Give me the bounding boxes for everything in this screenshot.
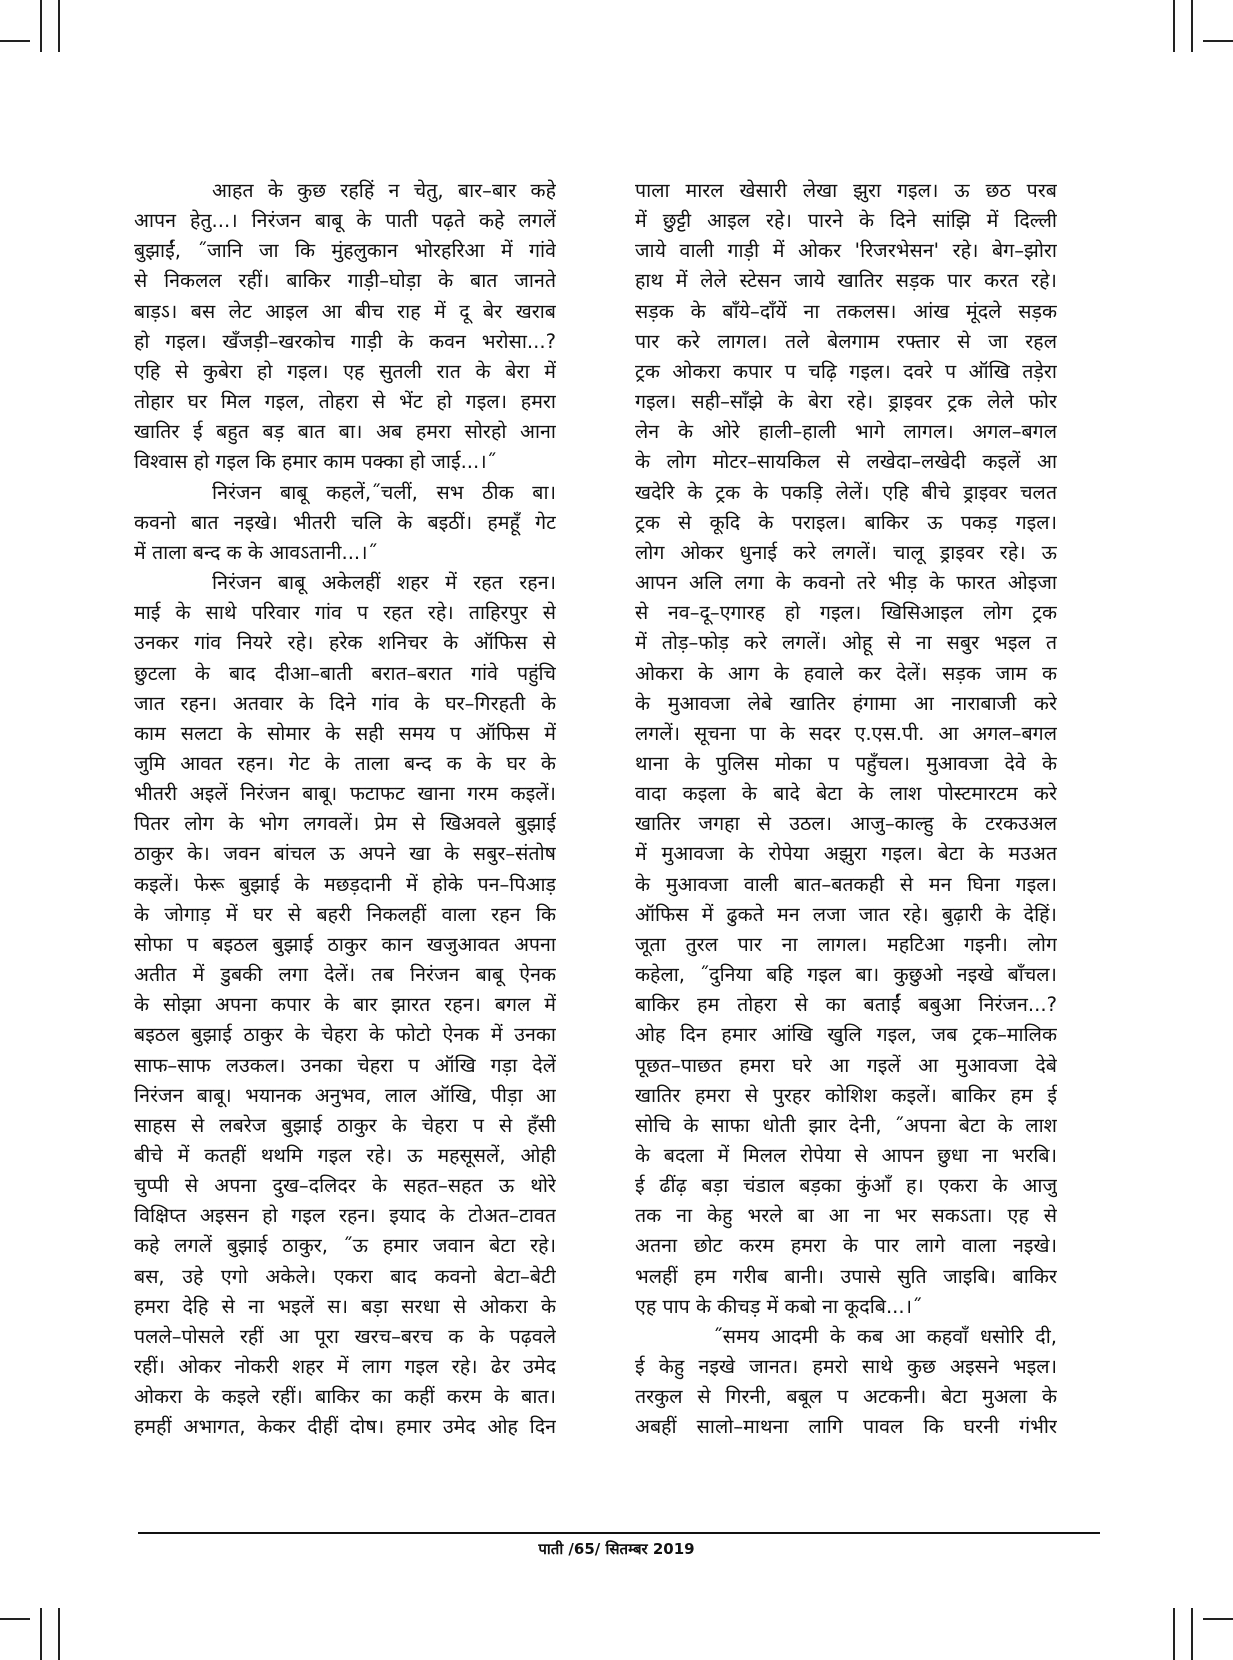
crop-mark — [1191, 1608, 1193, 1660]
text-line: के मुआवजा लेबे खातिर हंगामा आ नाराबाजी करे — [635, 691, 1057, 715]
text-line: छुटला के बाद दीआ–बाती बरात–बरात गांवे पहुंचि — [134, 661, 556, 685]
text-line: सड़क के बाँये–दाँयें ना तकलस। आंख मूंदले सड़क — [635, 299, 1057, 323]
text-line: के बदला में मिलल रोपेया से आपन छुधा ना भरबि। — [635, 1144, 1057, 1167]
crop-mark — [40, 1608, 42, 1660]
text-line: में मुआवजा के रोपेया अझुरा गइल। बेटा के मउअत — [635, 842, 1057, 866]
text-line: अबहीं सालो–माथना लागि पावल कि घरनी गंभीर — [635, 1415, 1057, 1439]
text-line: जूता तुरल पार ना लागल। महटिआ गइनी। लोग — [635, 932, 1057, 956]
text-line: एह पाप के कीचड़ में कबो ना कूदबि...।˝ — [635, 1294, 922, 1318]
text-line: से नव–दू–एगारह हो गइल। खिसिआइल लोग ट्रक — [635, 601, 1057, 625]
text-line: अतना छोट करम हमरा के पार लागे वाला नइखे। — [635, 1234, 1057, 1258]
text-line: आहत के कुछ रहहिं न चेतु, बार–बार कहे — [212, 179, 556, 202]
crop-mark — [0, 1618, 30, 1620]
text-line: आपन अलि लगा के कवनो तरे भीड़ के फारत ओइजा — [635, 571, 1057, 595]
text-line: बाड़ऽ। बस लेट आइल आ बीच राह में दू बेर खराब — [134, 299, 556, 323]
text-line: ˝समय आदमी के कब आ कहवाँ धसोरि दी, — [713, 1324, 1057, 1348]
text-line: के लोग मोटर–सायकिल से लखेदा–लखेदी कइलें आ — [635, 450, 1057, 474]
text-line: साहस से लबरेज बुझाई ठाकुर के चेहरा प से हँसी — [134, 1113, 556, 1137]
text-line: तरकुल से गिरनी, बबूल प अटकनी। बेटा मुअला के — [635, 1385, 1057, 1409]
text-line: के सोझा अपना कपार के बार झारत रहन। बगल में — [134, 993, 556, 1017]
crop-mark — [0, 40, 30, 42]
text-line: थाना के पुलिस मोका प पहुँचल। मुआवजा देवे के — [635, 751, 1057, 775]
text-line: ओकरा के आग के हवाले कर देलें। सड़क जाम क — [635, 661, 1057, 685]
text-line: ठाकुर के। जवन बांचल ऊ अपने खा के सबुर–संतोष — [134, 842, 556, 866]
text-line: उनकर गांव नियरे रहे। हरेक शनिचर के ऑफिस से — [134, 631, 556, 655]
text-line: पूछत–पाछत हमरा घरे आ गइलें आ मुआवजा देबे — [635, 1053, 1057, 1077]
text-line: हमहीं अभागत, केकर दीहीं दोष। हमार उमेद ओह दिन — [134, 1415, 556, 1439]
page-footer: पाती /65/ सितम्बर 2019 — [538, 1540, 695, 1558]
text-line: विश्वास हो गइल कि हमार काम पक्का हो जाई...।˝ — [134, 450, 497, 474]
text-line: वादा कइला के बादे बेटा के लाश पोस्टमारटम करे — [635, 782, 1057, 806]
text-line: गइल। सही–साँझे के बेरा रहे। ड्राइवर ट्रक लेले फोर — [635, 390, 1057, 414]
text-line: बाकिर हम तोहरा से का बताईं बबुआ निरंजन...? — [635, 993, 1057, 1017]
text-line: चुप्पी से अपना दुख–दलिदर के सहत–सहत ऊ थोरे — [134, 1174, 556, 1198]
text-line: भीतरी अइलें निरंजन बाबू। फटाफट खाना गरम कइलें। — [134, 782, 556, 806]
text-line: ऑफिस में ढुकते मन लजा जात रहे। बुढ़ारी के देहिं। — [635, 902, 1057, 926]
text-line: माई के साथे परिवार गांव प रहत रहे। ताहिरपुर से — [134, 601, 556, 625]
text-line: में छुट्टी आइल रहे। पारने के दिने सांझि में दिल्ली — [635, 209, 1057, 233]
text-line: निरंजन बाबू अकेलहीं शहर में रहत रहन। — [212, 571, 556, 595]
text-line: तक ना केहु भरले बा आ ना भर सकऽता। एह से — [635, 1204, 1057, 1228]
text-line: पाला मारल खेसारी लेखा झुरा गइल। ऊ छठ परब — [635, 179, 1057, 202]
text-line: सोफा प बइठल बुझाई ठाकुर कान खजुआवत अपना — [134, 932, 556, 956]
text-line: कइलें। फेरू बुझाई के मछड़दानी में होके पन–पिआड़ — [134, 872, 556, 896]
crop-mark — [58, 0, 60, 52]
text-line: से निकलल रहीं। बाकिर गाड़ी–घोड़ा के बात जानते — [134, 269, 556, 293]
text-line: जाये वाली गाड़ी में ओकर 'रिजरभेसन' रहे। बेग–झोरा — [635, 239, 1057, 263]
text-column-right — [635, 176, 1057, 1443]
crop-mark — [1203, 40, 1233, 42]
text-line: बीचे में कतहीं थथमि गइल रहे। ऊ महसूसलें, ओही — [134, 1144, 556, 1167]
text-line: एहि से कुबेरा हो गइल। एह सुतली रात के बेरा में — [134, 359, 556, 383]
text-line: कहेला, ˝दुनिया बहि गइल बा। कुछुओ नइखे बाँचल। — [635, 963, 1057, 987]
text-line: कहे लगलें बुझाई ठाकुर, ˝ऊ हमार जवान बेटा रहे। — [134, 1234, 556, 1258]
crop-mark — [1191, 0, 1193, 52]
text-line: ट्रक से कूदि के पराइल। बाकिर ऊ पकड़ गइल। — [635, 510, 1057, 534]
text-line: अतीत में डुबकी लगा देलें। तब निरंजन बाबू ऐनक — [134, 963, 556, 987]
text-line: में तोड़–फोड़ करे लगलें। ओहू से ना सबुर भइल त — [635, 631, 1057, 655]
text-line: खदेरि के ट्रक के पकड़ि लेलें। एहि बीचे ड्राइवर चलत — [635, 480, 1057, 504]
text-line: ओकरा के कइले रहीं। बाकिर का कहीं करम के बात। — [134, 1385, 556, 1409]
text-line: पार करे लागल। तले बेलगाम रफ्तार से जा रहल — [635, 329, 1057, 353]
text-line: सोचि के साफा धोती झार देनी, ˝अपना बेटा के लाश — [635, 1113, 1057, 1137]
text-line: के जोगाड़ में घर से बहरी निकलहीं वाला रहन कि — [134, 902, 556, 926]
text-line: खातिर ई बहुत बड़ बात बा। अब हमरा सोरहो आना — [134, 420, 556, 444]
text-line: ओह दिन हमार आंखि खुलि गइल, जब ट्रक–मालिक — [635, 1023, 1057, 1047]
crop-mark — [1203, 1618, 1233, 1620]
text-line: रहीं। ओकर नोकरी शहर में लाग गइल रहे। ढेर उमेद — [134, 1355, 556, 1379]
text-line: ट्रक ओकरा कपार प चढ़ि गइल। दवरे प ऑखि तड़ेरा — [635, 359, 1057, 383]
text-line: ई ढींढ़ बड़ा चंडाल बड़का कुंआँ ह। एकरा के आजु — [635, 1174, 1057, 1198]
text-line: आपन हेतु...। निरंजन बाबू के पाती पढ़ते कहे लगलें — [134, 209, 556, 233]
text-line: बस, उहे एगो अकेले। एकरा बाद कवनो बेटा–बेटी — [134, 1264, 556, 1288]
crop-mark — [1173, 1608, 1175, 1660]
text-line: पितर लोग के भोग लगवलें। प्रेम से खिअवले बुझाई — [134, 812, 556, 836]
text-column-left — [134, 176, 556, 1443]
text-line: विक्षिप्त अइसन हो गइल रहन। इयाद के टोअत–टावत — [134, 1204, 556, 1228]
text-line: पलले–पोसले रहीं आ पूरा खरच–बरच क के पढ़वले — [134, 1324, 556, 1348]
text-line: बइठल बुझाई ठाकुर के चेहरा के फोटो ऐनक में उनका — [134, 1023, 556, 1047]
text-line: हो गइल। खँजड़ी–खरकोच गाड़ी के कवन भरोसा...? — [134, 329, 556, 353]
text-line: के मुआवजा वाली बात–बतकही से मन घिना गइल। — [635, 872, 1057, 896]
text-line: खातिर हमरा से पुरहर कोशिश कइलें। बाकिर हम ई — [635, 1083, 1057, 1107]
text-line: साफ–साफ लउकल। उनका चेहरा प ऑखि गड़ा देलें — [134, 1053, 556, 1077]
text-line: बुझाईं, ˝जानि जा कि मुंहलुकान भोरहरिआ में गांवे — [134, 239, 556, 263]
crop-mark — [1173, 0, 1175, 52]
text-line: तोहार घर मिल गइल, तोहरा से भेंट हो गइल। हमरा — [134, 390, 556, 414]
text-line: हमरा देहि से ना भइलें स। बड़ा सरधा से ओकरा के — [134, 1294, 556, 1318]
text-line: में ताला बन्द क के आवऽतानी...।˝ — [134, 540, 378, 564]
text-line: जात रहन। अतवार के दिने गांव के घर–गिरहती के — [134, 691, 556, 715]
footer-rule — [138, 1532, 1100, 1534]
text-line: खातिर जगहा से उठल। आजु–काल्हु के टरकउअल — [635, 812, 1057, 836]
crop-mark — [40, 0, 42, 52]
text-line: हाथ में लेले स्टेसन जाये खातिर सड़क पार करत रहे। — [635, 269, 1057, 293]
text-line: निरंजन बाबू कहलें,˝चलीं, सभ ठीक बा। — [212, 480, 556, 504]
text-line: लगलें। सूचना पा के सदर ए.एस.पी. आ अगल–बगल — [635, 721, 1057, 745]
text-line: काम सलटा के सोमार के सही समय प ऑफिस में — [134, 721, 556, 745]
text-line: निरंजन बाबू। भयानक अनुभव, लाल ऑखि, पीड़ा आ — [134, 1083, 556, 1107]
text-line: कवनो बात नइखे। भीतरी चलि के बइठीं। हमहूँ गेट — [134, 510, 556, 534]
text-line: जुमि आवत रहन। गेट के ताला बन्द क के घर के — [134, 751, 556, 775]
text-line: भलहीं हम गरीब बानी। उपासे सुति जाइबि। बाकिर — [635, 1264, 1057, 1288]
text-line: ई केहु नइखे जानत। हमरो साथे कुछ अइसने भइल। — [635, 1355, 1057, 1379]
crop-mark — [58, 1608, 60, 1660]
text-line: लेन के ओरे हाली–हाली भागे लागल। अगल–बगल — [635, 420, 1057, 444]
text-line: लोग ओकर धुनाई करे लगलें। चालू ड्राइवर रहे। ऊ — [635, 540, 1057, 564]
